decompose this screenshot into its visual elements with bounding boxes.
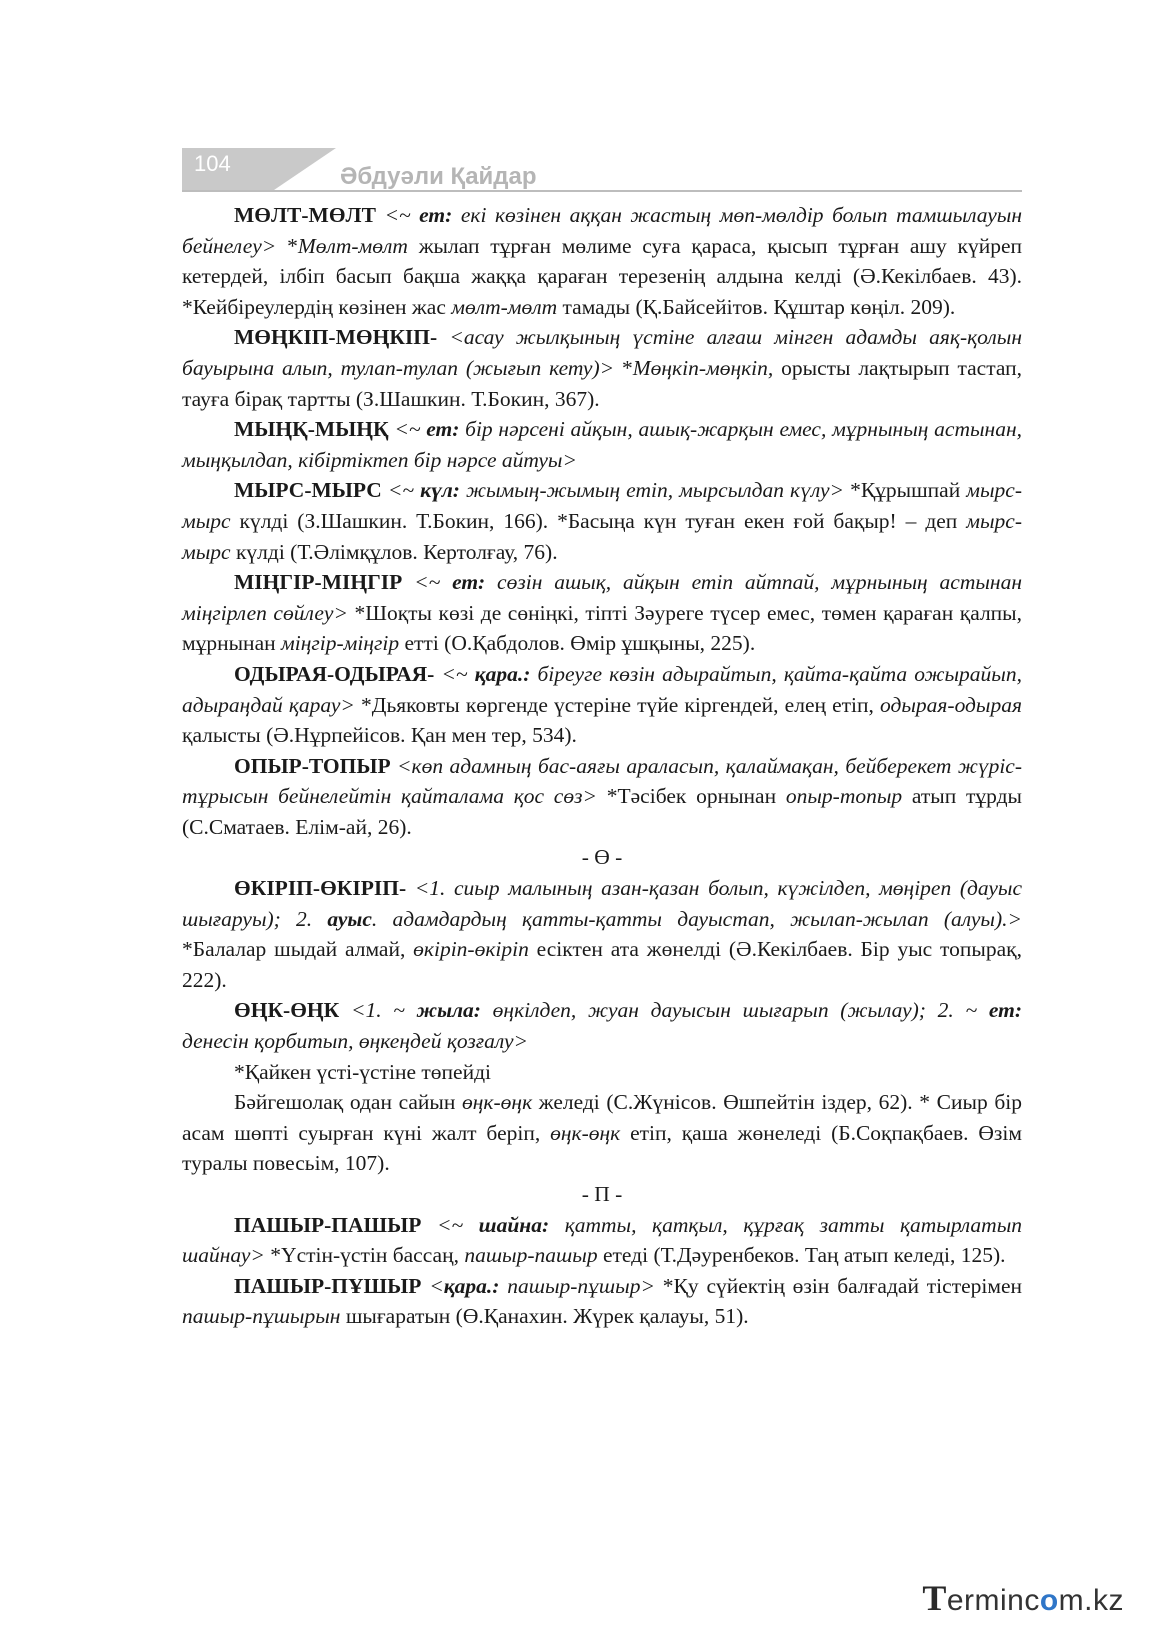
entry-definition: ет: сөзін ашық, айқын етіп айтпай, мұрнының астынан міңгірлеп сөйлеу> <box>182 570 1022 625</box>
entry-definition: 1. сиыр малының азан-қазан болып, күжілдеп, мөңіреп (дауыс шығаруы); 2. ауыс. адамдардың қатты-қатты дауыстап, жылап-жылап (алуы).> <box>182 876 1022 931</box>
entry-molt-molt: МӨЛТ-МӨЛТ <~ ет: екі көзінен аққан жастың мөп-мөлдір болып тамшылауын бейнелеу> *Мөлт-мөлт жылап тұрған мөлиме суға қараса, қысып тұрған ашу күйреп кетердей, ілбіп басып бақша жаққа қараған терезенің алдына келді (Ә.Кекілбаев. 43). *Кейбіреулердің көзінен жас мөлт-мөлт тамады (Қ.Байсейітов. Құштар көңіл. 209). <box>182 203 1023 319</box>
entry-definition: көп адамның бас-аяғы араласып, қалаймақан, бейберекет жүріс-тұрысын бейнелейтін қайталама қос сөз> <box>182 753 1022 809</box>
entry-headword: МЫРС-МЫРС <box>234 478 382 503</box>
entry-definition: 1. ~ жыла: өңкілдеп, жуан дауысын шығарып (жылау); 2. ~ ет: денесін қорбитып, өңкеңдей қозғалу> <box>182 998 1022 1054</box>
entry-definition: шайна: қатты, қатқыл, құрғақ затты қатырлатып шайнау> <box>182 1212 1023 1268</box>
entry-definition: күл: жымың-жымың етіп, мырсылдап күлу> <box>420 478 845 503</box>
header-wedge <box>274 148 336 190</box>
entry-headword: МӨЛТ-МӨЛТ <box>234 203 376 227</box>
page-number: 104 <box>194 151 231 176</box>
example-paragraph: Бәйгешолақ одан сайын өңк-өңк желеді (С.Жүнісов. Өшпейтін іздер, 62). * Сиыр бір асам шөпті суырған күні жалт беріп, өңк-өңк етіп, қаша жөнеледі (Б.Соқпақбаев. Өзім туралы повесьім, 107). <box>182 1090 1023 1176</box>
entry-mingir-mingir: МІҢГІР-МІҢГІР <~ ет: сөзін ашық, айқын етіп айтпай, мұрнының астынан міңгірлеп сөйлеу> *Шоқты көзі де сөніңкі, тіпті Зәуреге түсер емес, төмен қараған қалпы, мұрнынан міңгір-міңгір етті (О.Қабдолов. Өмір ұшқыны, 225). <box>182 570 1023 656</box>
entry-headword: МІҢГІР-МІҢГІР <box>234 570 403 595</box>
entry-headword: ӨҢК-ӨҢК <box>234 998 340 1023</box>
entry-opyr-topyr: ОПЫР-ТОПЫР <көп адамның бас-аяғы араласып, қалаймақан, бейберекет жүріс-тұрысын бейнелейтін қайталама қос сөз> *Тәсібек орнынан опыр-топыр атып тұрды (С.Сматаев. Елім-ай, 26). <box>182 753 1022 839</box>
entry-odyraya-odyraya: ОДЫРАЯ-ОДЫРАЯ- <~ қара.: біреуге көзін адырайтып, қайта-қайта ожырайып, адыраңдай қарау> *Дьяковты көргенде үстеріне түйе кіргендей, елең етіп, одырая-одырая қалысты (Ә.Нұрпейісов. Қан мен тер, 534). <box>182 661 1022 748</box>
entry-myrs-myrs: МЫРС-МЫРС <~ күл: жымың-жымың етіп, мырсылдап күлу> *Құрышпай мырс-мырс күлді (З.Шашкин. Т.Бокин, 166). *Басыңа күн туған екен ғой бақыр! – деп мырс-мырс күлді (Т.Әлімқұлов. Кертолғау, 76). <box>182 478 1022 564</box>
magnifier-icon: o <box>1039 1584 1059 1617</box>
example-line: *Қайкен үсті-үстіне төпейді <box>234 1059 491 1084</box>
running-header-author: Әбдуәли Қайдар <box>340 163 537 190</box>
header-rule <box>182 190 1022 192</box>
section-letter-o: - Ө - <box>581 845 623 870</box>
entry-headword: ПАШЫР-ПАШЫР <box>234 1212 422 1237</box>
entry-headword: МӨҢКІП-МӨҢКІП- <box>234 325 438 350</box>
entry-monkip-monkip: МӨҢКІП-МӨҢКІП- <асау жылқының үстіне алғаш мінген адамды аяқ-қолын бауырына алып, тулап-тулап (жығып кету)> *Мөңкіп-мөңкіп, орысты лақтырып тастап, тауға бірақ тартты (З.Шашкин. Т.Бокин, 367). <box>182 325 1022 411</box>
entry-onk-onk: ӨҢК-ӨҢК <1. ~ жыла: өңкілдеп, жуан дауысын шығарып (жылау); 2. ~ ет: денесін қорбитып, өңкеңдей қозғалу> <box>182 998 1022 1054</box>
entry-mynq-mynq: МЫҢҚ-МЫҢҚ <~ ет: бір нәрсені айқын, ашық-жарқын емес, мұрнының астынан, мыңқылдап, кібіртіктеп бір нәрсе айтуы> <box>182 417 1023 472</box>
entry-headword: ОДЫРАЯ-ОДЫРАЯ- <box>234 661 435 686</box>
entry-headword: МЫҢҚ-МЫҢҚ <box>234 417 389 442</box>
entry-pashyr-pushyr: ПАШЫР-ПҰШЫР <қара.: пашыр-пұшыр> *Қу сүйектің өзін балғадай тістерімен пашыр-пұшырын шығаратын (Ө.Қанахин. Жүрек қалауы, 51). <box>182 1273 1023 1329</box>
entry-definition: қара.: біреуге көзін адырайтып, қайта-қайта ожырайып, адыраңдай қарау> <box>182 661 1022 717</box>
section-letter-p: - П - <box>581 1182 623 1206</box>
watermark-logo: Termincom.kz <box>922 1578 1124 1618</box>
entry-headword: ӨКІРІП-ӨКІРІП- <box>234 876 407 901</box>
entry-headword: ПАШЫР-ПҰШЫР <box>234 1273 422 1298</box>
entry-okirip-okirip: ӨКІРІП-ӨКІРІП- <1. сиыр малының азан-қазан болып, күжілдеп, мөңіреп (дауыс шығаруы); 2. ауыс. адамдардың қатты-қатты дауыстап, жылап-жылап (алуы).> *Балалар шыдай алмай, өкіріп-өкіріп есіктен ата жөнелді (Ә.Кекілбаев. Бір уыс топырақ, 222). <box>182 876 1022 992</box>
entry-definition: ет: бір нәрсені айқын, ашық-жарқын емес, мұрнының астынан, мыңқылдап, кібіртіктеп бір нәрсе айтуы> <box>182 417 1023 472</box>
entry-definition: ет: екі көзінен аққан жастың мөп-мөлдір болып тамшылауын бейнелеу> <box>182 203 1023 258</box>
entry-definition: асау жылқының үстіне алғаш мінген адамды аяқ-қолын бауырына алып, тулап-тулап (жығып кету)> <box>182 325 1022 380</box>
entry-pashyr-pashyr: ПАШЫР-ПАШЫР <~ шайна: қатты, қатқыл, құрғақ затты қатырлатып шайнау> *Үстін-үстін бассаң, пашыр-пашыр етеді (Т.Дәуренбеков. Таң атып келеді, 125). <box>182 1212 1023 1268</box>
entry-definition: қара.: пашыр-пұшыр> <box>443 1273 655 1298</box>
dictionary-body <box>182 200 1022 1332</box>
entry-headword: ОПЫР-ТОПЫР <box>234 753 391 778</box>
